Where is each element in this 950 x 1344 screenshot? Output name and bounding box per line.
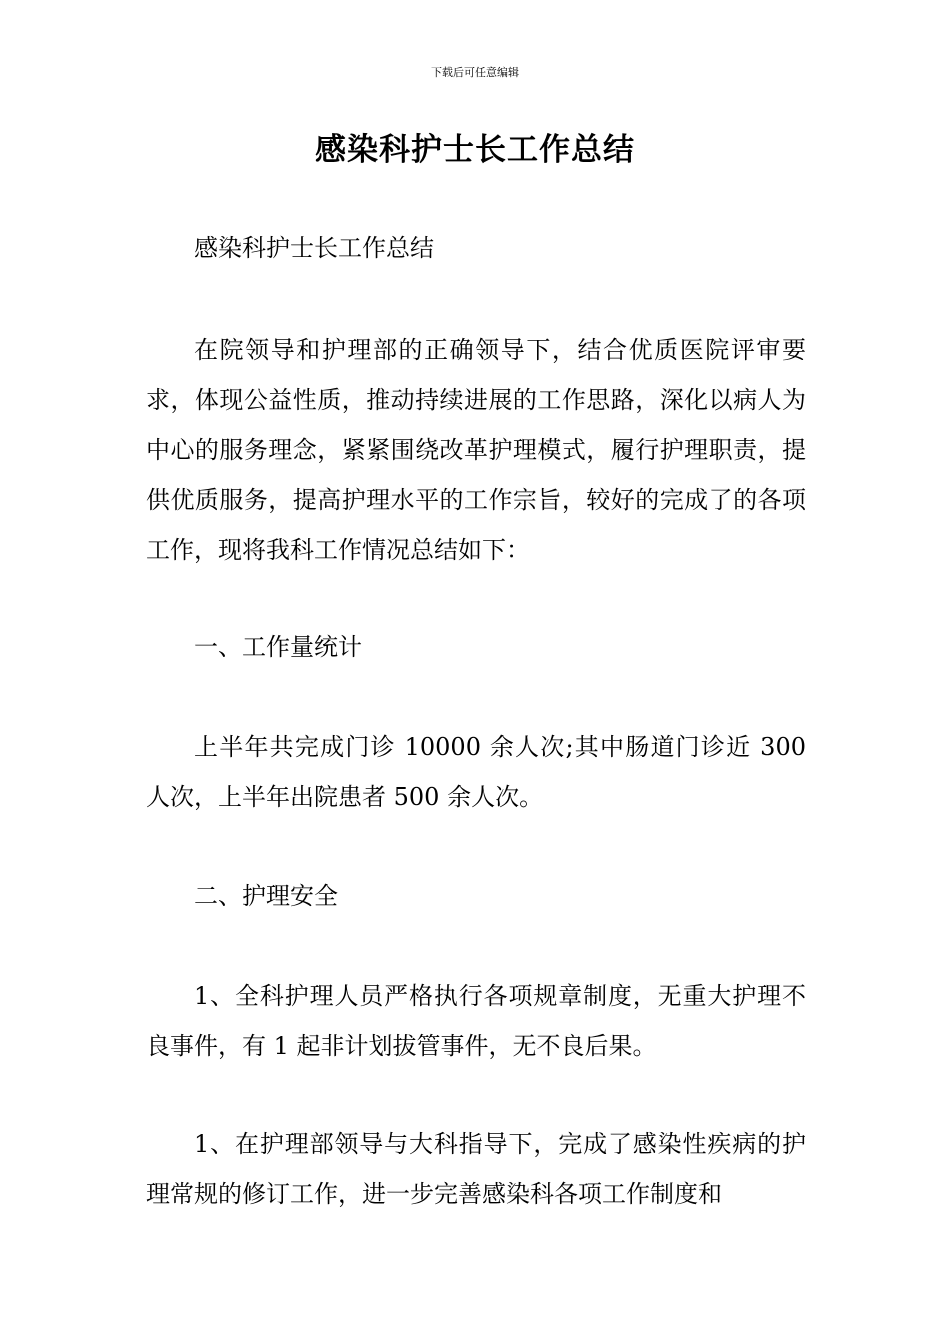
section-heading-safety: 二、护理安全 [194,882,338,910]
safety-item-1: 1、全科护理人员严格执行各项规章制度，无重大护理不良事件，有 1 起非计划拔管事件，无不良后果。 [146,982,806,1060]
document-title: 感染科护士长工作总结 [315,132,635,168]
subtitle: 感染科护士长工作总结 [194,234,434,262]
workload-paragraph: 上半年共完成门诊 10000 余人次;其中肠道门诊近 300 人次，上半年出院患者 500 余人次。 [146,733,806,811]
safety-item-2: 1、在护理部领导与大科指导下，完成了感染性疾病的护理常规的修订工作，进一步完善感染科各项工作制度和 [146,1130,806,1208]
intro-paragraph: 在院领导和护理部的正确领导下，结合优质医院评审要求，体现公益性质，推动持续进展的工作思路，深化以病人为中心的服务理念，紧紧围绕改革护理模式，履行护理职责，提供优质服务，提高护理水平的工作宗旨，较好的完成了的各项工作，现将我科工作情况总结如下： [146,336,806,564]
header-note: 下载后可任意编辑 [431,66,519,79]
section-heading-workload: 一、工作量统计 [194,633,362,661]
